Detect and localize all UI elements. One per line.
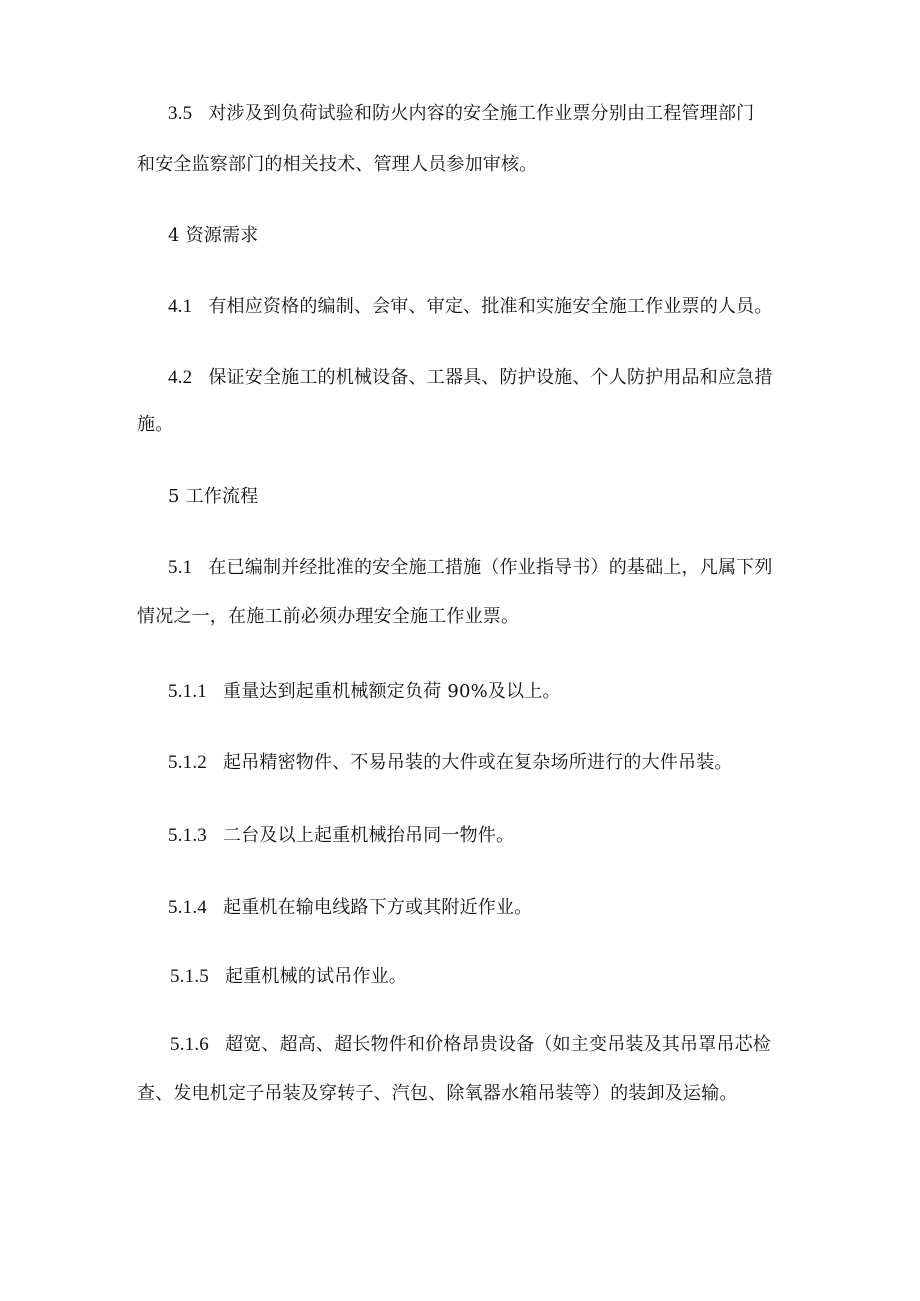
paragraph-text: 重量达到起重机械额定负荷 90%及以上。 xyxy=(223,681,561,702)
paragraph-5-1-3 xyxy=(168,825,514,847)
heading-5 xyxy=(168,486,258,508)
paragraph-text: 起重机械的试吊作业。 xyxy=(225,966,407,987)
paragraph-5-1-6-line2 xyxy=(137,1083,738,1105)
paragraph-text: 施。 xyxy=(137,414,174,435)
paragraph-text: 查、发电机定子吊装及穿转子、汽包、除氧器水箱吊装等）的装卸及运输。 xyxy=(137,1083,738,1104)
paragraph-5-1-1 xyxy=(168,681,561,703)
section-number: 5.1.3 xyxy=(168,825,207,846)
paragraph-text: 对涉及到负荷试验和防火内容的安全施工作业票分别由工程管理部门 xyxy=(208,103,755,124)
paragraph-4-2-line1 xyxy=(168,367,773,389)
paragraph-5-1-6-line1 xyxy=(170,1034,771,1056)
paragraph-4-1 xyxy=(168,296,773,318)
paragraph-5-1-5 xyxy=(170,966,407,988)
paragraph-text: 和安全监察部门的相关技术、管理人员参加审核。 xyxy=(137,154,538,175)
section-heading: 5 工作流程 xyxy=(168,486,259,507)
paragraph-3-5-line2 xyxy=(137,154,537,176)
paragraph-5-1-4 xyxy=(168,897,532,919)
section-number: 5.1.2 xyxy=(168,752,207,773)
section-number: 5.1.6 xyxy=(170,1034,209,1055)
paragraph-text: 保证安全施工的机械设备、工器具、防护设施、个人防护用品和应急措 xyxy=(208,367,773,388)
section-number: 5.1.4 xyxy=(168,897,207,918)
paragraph-4-2-line2 xyxy=(137,414,173,436)
paragraph-text: 起重机在输电线路下方或其附近作业。 xyxy=(223,897,533,918)
paragraph-text: 有相应资格的编制、会审、审定、批准和实施安全施工作业票的人员。 xyxy=(208,296,773,317)
section-number: 5.1 xyxy=(168,557,193,578)
paragraph-text: 二台及以上起重机械抬吊同一物件。 xyxy=(223,825,515,846)
section-number: 3.5 xyxy=(168,103,193,124)
paragraph-3-5-line1 xyxy=(168,103,754,125)
paragraph-5-1-line2 xyxy=(137,606,519,628)
section-number: 4.1 xyxy=(168,296,193,317)
paragraph-text: 超宽、超高、超长物件和价格昂贵设备（如主变吊装及其吊罩吊芯检 xyxy=(225,1034,771,1055)
section-number: 5.1.5 xyxy=(170,966,209,987)
heading-4 xyxy=(168,225,258,247)
paragraph-text: 起吊精密物件、不易吊装的大件或在复杂场所进行的大件吊装。 xyxy=(223,752,733,773)
paragraph-5-1-line1 xyxy=(168,557,773,579)
paragraph-5-1-2 xyxy=(168,752,733,774)
paragraph-text: 情况之一，在施工前必须办理安全施工作业票。 xyxy=(137,606,520,627)
section-heading: 4 资源需求 xyxy=(168,225,259,246)
section-number: 5.1.1 xyxy=(168,681,207,702)
section-number: 4.2 xyxy=(168,367,193,388)
paragraph-text: 在已编制并经批准的安全施工措施（作业指导书）的基础上，凡属下列 xyxy=(208,557,773,578)
